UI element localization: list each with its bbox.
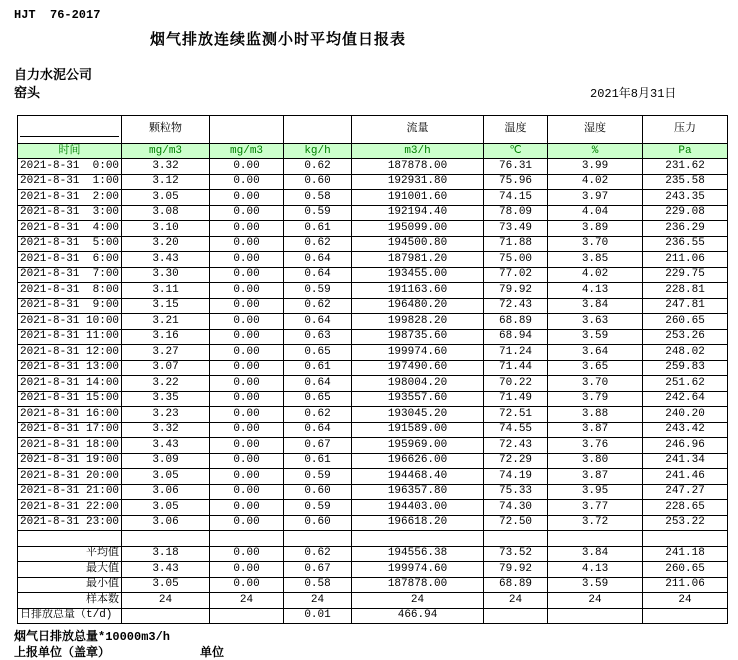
table-row-label: 2021-8-31 19:00 [18,453,122,469]
value-cell: 3.76 [548,438,643,454]
table-row-label: 2021-8-31 2:00 [18,190,122,206]
value-cell: 3.06 [122,484,210,500]
value-cell: 241.18 [643,546,728,562]
value-cell: 3.23 [122,407,210,423]
table-row [18,159,728,175]
value-cell: 0.00 [210,500,284,516]
table-row [18,376,728,392]
value-cell: 0.64 [284,267,352,283]
value-cell: 0.00 [210,174,284,190]
data-rows [18,159,728,624]
value-cell: 3.22 [122,376,210,392]
table-row [18,484,728,500]
value-cell [210,531,284,547]
value-cell: 3.32 [122,422,210,438]
table-row-label: 2021-8-31 17:00 [18,422,122,438]
value-cell: 3.10 [122,221,210,237]
col-header-particulate: 颗粒物 [122,116,210,144]
table-row-label: 2021-8-31 23:00 [18,515,122,531]
value-cell: 236.29 [643,221,728,237]
value-cell: 0.59 [284,283,352,299]
table-row [18,221,728,237]
value-cell: 3.88 [548,407,643,423]
value-cell: 0.00 [210,267,284,283]
value-cell: 0.62 [284,236,352,252]
value-cell: 0.00 [210,329,284,345]
value-cell: 0.00 [210,469,284,485]
value-cell: 70.22 [484,376,548,392]
value-cell: 0.00 [210,205,284,221]
value-cell [484,531,548,547]
value-cell: 72.51 [484,407,548,423]
value-cell: 68.89 [484,577,548,593]
table-row-label: 2021-8-31 14:00 [18,376,122,392]
value-cell: 0.00 [210,515,284,531]
value-cell: 243.35 [643,190,728,206]
value-cell: 0.00 [210,345,284,361]
value-cell: 75.96 [484,174,548,190]
value-cell [122,531,210,547]
value-cell: 3.43 [122,252,210,268]
table-row [18,453,728,469]
value-cell: 0.00 [210,298,284,314]
value-cell: 71.49 [484,391,548,407]
unit-percent: % [548,144,643,159]
value-cell: 3.20 [122,236,210,252]
spacer-row-label [18,531,122,547]
value-cell: 74.19 [484,469,548,485]
value-cell: 211.06 [643,577,728,593]
value-cell: 193045.20 [352,407,484,423]
value-cell: 3.09 [122,453,210,469]
table-row-label: 2021-8-31 16:00 [18,407,122,423]
table-row-label: 2021-8-31 5:00 [18,236,122,252]
unit-m3h: m3/h [352,144,484,159]
value-cell: 3.43 [122,562,210,578]
value-cell: 0.65 [284,345,352,361]
units-header-row [18,144,728,159]
unit-mgm3-1: mg/m3 [122,144,210,159]
value-cell: 253.22 [643,515,728,531]
value-cell: 24 [643,593,728,609]
value-cell [484,608,548,624]
value-cell: 3.32 [122,159,210,175]
value-cell: 0.00 [210,391,284,407]
value-cell: 0.64 [284,422,352,438]
value-cell: 0.67 [284,562,352,578]
value-cell: 0.00 [210,221,284,237]
table-row-label: 2021-8-31 18:00 [18,438,122,454]
value-cell: 24 [122,593,210,609]
summary-row [18,608,728,624]
value-cell: 0.62 [284,159,352,175]
value-cell: 3.85 [548,252,643,268]
value-cell: 4.02 [548,267,643,283]
value-cell: 229.75 [643,267,728,283]
value-cell [643,608,728,624]
value-cell: 0.00 [210,314,284,330]
value-cell: 4.13 [548,562,643,578]
value-cell: 247.27 [643,484,728,500]
unit-celsius: ℃ [484,144,548,159]
value-cell: 4.02 [548,174,643,190]
summary-row-label: 日排放总量（t/d) [18,608,122,624]
value-cell: 0.59 [284,500,352,516]
col-header-empty-2 [284,116,352,144]
value-cell: 0.59 [284,205,352,221]
value-cell: 0.65 [284,391,352,407]
value-cell: 3.07 [122,360,210,376]
value-cell: 187878.00 [352,159,484,175]
value-cell: 0.63 [284,329,352,345]
value-cell: 0.00 [210,453,284,469]
value-cell: 194403.00 [352,500,484,516]
summary-row [18,562,728,578]
value-cell: 0.58 [284,190,352,206]
spacer-row [18,531,728,547]
value-cell: 0.00 [210,190,284,206]
col-header-empty-1 [210,116,284,144]
value-cell: 3.16 [122,329,210,345]
table-row-label: 2021-8-31 10:00 [18,314,122,330]
value-cell: 3.30 [122,267,210,283]
flue-gas-total-note: 烟气日排放总量*10000m3/h [14,630,171,644]
table-row-label: 2021-8-31 15:00 [18,391,122,407]
col-header-flow: 流量 [352,116,484,144]
value-cell: 0.62 [284,546,352,562]
value-cell: 73.49 [484,221,548,237]
table-row [18,345,728,361]
table-row [18,438,728,454]
value-cell: 72.43 [484,298,548,314]
value-cell: 0.60 [284,515,352,531]
report-date: 2021年8月31日 [590,87,677,101]
table-row [18,190,728,206]
table-row [18,314,728,330]
value-cell: 3.84 [548,298,643,314]
summary-row-label: 最大值 [18,562,122,578]
value-cell: 193557.60 [352,391,484,407]
table-row [18,469,728,485]
value-cell: 0.00 [210,546,284,562]
value-cell: 191589.00 [352,422,484,438]
value-cell: 0.62 [284,298,352,314]
value-cell: 187981.20 [352,252,484,268]
value-cell [122,608,210,624]
value-cell: 246.96 [643,438,728,454]
table-row-label: 2021-8-31 0:00 [18,159,122,175]
value-cell: 74.55 [484,422,548,438]
value-cell: 3.27 [122,345,210,361]
value-cell: 3.05 [122,190,210,206]
value-cell: 3.21 [122,314,210,330]
value-cell: 0.00 [210,159,284,175]
value-cell: 24 [210,593,284,609]
value-cell: 0.59 [284,469,352,485]
table-row-label: 2021-8-31 7:00 [18,267,122,283]
table-row [18,298,728,314]
value-cell: 0.00 [210,407,284,423]
value-cell: 3.70 [548,236,643,252]
value-cell: 0.67 [284,438,352,454]
value-cell: 3.63 [548,314,643,330]
value-cell: 199974.60 [352,345,484,361]
value-cell: 24 [284,593,352,609]
value-cell: 192931.80 [352,174,484,190]
value-cell: 466.94 [352,608,484,624]
value-cell: 195099.00 [352,221,484,237]
value-cell: 247.81 [643,298,728,314]
value-cell: 0.58 [284,577,352,593]
value-cell: 187878.00 [352,577,484,593]
value-cell: 72.50 [484,515,548,531]
value-cell: 195969.00 [352,438,484,454]
summary-row-label: 最小值 [18,577,122,593]
value-cell: 3.18 [122,546,210,562]
table-row-label: 2021-8-31 11:00 [18,329,122,345]
value-cell: 74.30 [484,500,548,516]
value-cell: 242.64 [643,391,728,407]
table-row [18,252,728,268]
col-header-temperature: 温度 [484,116,548,144]
table-row [18,283,728,299]
value-cell: 0.00 [210,360,284,376]
value-cell: 241.34 [643,453,728,469]
summary-row-label: 平均值 [18,546,122,562]
unit-kgh: kg/h [284,144,352,159]
value-cell: 3.05 [122,469,210,485]
value-cell: 240.20 [643,407,728,423]
corner-divider [20,122,119,137]
value-cell: 3.43 [122,438,210,454]
value-cell: 0.01 [284,608,352,624]
page-title: 烟气排放连续监测小时平均值日报表 [150,32,407,49]
value-cell: 0.64 [284,252,352,268]
value-cell [548,608,643,624]
table-row [18,515,728,531]
value-cell: 248.02 [643,345,728,361]
table-row-label: 2021-8-31 21:00 [18,484,122,500]
value-cell: 3.05 [122,577,210,593]
value-cell: 77.02 [484,267,548,283]
value-cell: 0.61 [284,453,352,469]
value-cell: 3.59 [548,329,643,345]
corner-cell [18,116,122,144]
value-cell: 196626.00 [352,453,484,469]
value-cell: 72.43 [484,438,548,454]
value-cell: 71.88 [484,236,548,252]
summary-row [18,546,728,562]
value-cell: 3.99 [548,159,643,175]
value-cell: 194468.40 [352,469,484,485]
value-cell: 228.81 [643,283,728,299]
report-table [17,115,728,624]
value-cell: 3.79 [548,391,643,407]
value-cell: 0.00 [210,422,284,438]
value-cell [284,531,352,547]
value-cell: 198735.60 [352,329,484,345]
value-cell: 259.83 [643,360,728,376]
value-cell: 236.55 [643,236,728,252]
table-row [18,422,728,438]
value-cell: 79.92 [484,283,548,299]
value-cell: 24 [548,593,643,609]
value-cell: 199828.20 [352,314,484,330]
value-cell: 3.64 [548,345,643,361]
unit-pa: Pa [643,144,728,159]
summary-row [18,577,728,593]
value-cell: 196480.20 [352,298,484,314]
value-cell: 3.95 [548,484,643,500]
value-cell: 71.24 [484,345,548,361]
value-cell [210,608,284,624]
value-cell: 3.80 [548,453,643,469]
value-cell: 0.60 [284,484,352,500]
group-header-row [18,116,728,144]
value-cell: 3.15 [122,298,210,314]
value-cell [548,531,643,547]
value-cell: 0.62 [284,407,352,423]
time-header: 时间 [18,144,122,159]
monitoring-point: 窑头 [14,86,41,101]
table-row-label: 2021-8-31 12:00 [18,345,122,361]
standard-number: HJT 76-2017 [14,8,101,22]
company-name: 自力水泥公司 [14,68,93,83]
table-row-label: 2021-8-31 13:00 [18,360,122,376]
table-row-label: 2021-8-31 8:00 [18,283,122,299]
value-cell: 194500.80 [352,236,484,252]
value-cell: 74.15 [484,190,548,206]
value-cell: 72.29 [484,453,548,469]
value-cell: 0.61 [284,360,352,376]
summary-row [18,593,728,609]
value-cell: 3.65 [548,360,643,376]
value-cell [352,531,484,547]
value-cell: 4.13 [548,283,643,299]
value-cell: 211.06 [643,252,728,268]
value-cell: 3.87 [548,422,643,438]
value-cell: 75.00 [484,252,548,268]
value-cell: 3.08 [122,205,210,221]
value-cell: 76.31 [484,159,548,175]
value-cell: 3.35 [122,391,210,407]
value-cell: 228.65 [643,500,728,516]
value-cell: 196357.80 [352,484,484,500]
value-cell: 199974.60 [352,562,484,578]
table-row [18,360,728,376]
value-cell: 3.72 [548,515,643,531]
value-cell: 191001.60 [352,190,484,206]
unit-mgm3-2: mg/m3 [210,144,284,159]
table-row-label: 2021-8-31 6:00 [18,252,122,268]
value-cell: 0.00 [210,484,284,500]
value-cell [643,531,728,547]
value-cell: 0.00 [210,283,284,299]
value-cell: 197490.60 [352,360,484,376]
value-cell: 241.46 [643,469,728,485]
value-cell: 251.62 [643,376,728,392]
value-cell: 79.92 [484,562,548,578]
table-row [18,174,728,190]
value-cell: 260.65 [643,314,728,330]
table-row [18,236,728,252]
value-cell: 231.62 [643,159,728,175]
value-cell: 243.42 [643,422,728,438]
value-cell: 196618.20 [352,515,484,531]
value-cell: 3.06 [122,515,210,531]
table-row [18,500,728,516]
value-cell: 0.00 [210,252,284,268]
table-row [18,205,728,221]
value-cell: 24 [484,593,548,609]
value-cell: 3.11 [122,283,210,299]
table-row [18,267,728,283]
table-row [18,407,728,423]
table-row-label: 2021-8-31 3:00 [18,205,122,221]
table-row-label: 2021-8-31 20:00 [18,469,122,485]
value-cell: 0.64 [284,376,352,392]
value-cell: 198004.20 [352,376,484,392]
col-header-humidity: 湿度 [548,116,643,144]
col-header-pressure: 压力 [643,116,728,144]
value-cell: 0.00 [210,562,284,578]
value-cell: 3.89 [548,221,643,237]
value-cell: 68.89 [484,314,548,330]
table-row-label: 2021-8-31 4:00 [18,221,122,237]
value-cell: 0.60 [284,174,352,190]
value-cell: 3.97 [548,190,643,206]
unit-label: 单位 [200,646,225,660]
value-cell: 0.61 [284,221,352,237]
value-cell: 3.77 [548,500,643,516]
value-cell: 192194.40 [352,205,484,221]
value-cell: 4.04 [548,205,643,221]
table-row [18,391,728,407]
table-row-label: 2021-8-31 1:00 [18,174,122,190]
value-cell: 0.00 [210,236,284,252]
value-cell: 3.87 [548,469,643,485]
table-row [18,329,728,345]
value-cell: 193455.00 [352,267,484,283]
value-cell: 3.70 [548,376,643,392]
value-cell: 0.00 [210,577,284,593]
summary-row-label: 样本数 [18,593,122,609]
table-row-label: 2021-8-31 22:00 [18,500,122,516]
value-cell: 3.12 [122,174,210,190]
value-cell: 0.64 [284,314,352,330]
table-row-label: 2021-8-31 9:00 [18,298,122,314]
value-cell: 191163.60 [352,283,484,299]
value-cell: 3.59 [548,577,643,593]
value-cell: 0.00 [210,376,284,392]
value-cell: 71.44 [484,360,548,376]
value-cell: 75.33 [484,484,548,500]
value-cell: 253.26 [643,329,728,345]
value-cell: 260.65 [643,562,728,578]
value-cell: 0.00 [210,438,284,454]
value-cell: 3.84 [548,546,643,562]
value-cell: 3.05 [122,500,210,516]
value-cell: 24 [352,593,484,609]
value-cell: 78.09 [484,205,548,221]
value-cell: 229.08 [643,205,728,221]
value-cell: 194556.38 [352,546,484,562]
value-cell: 68.94 [484,329,548,345]
reporting-unit-label: 上报单位（盖章） [14,646,111,660]
value-cell: 73.52 [484,546,548,562]
value-cell: 235.58 [643,174,728,190]
